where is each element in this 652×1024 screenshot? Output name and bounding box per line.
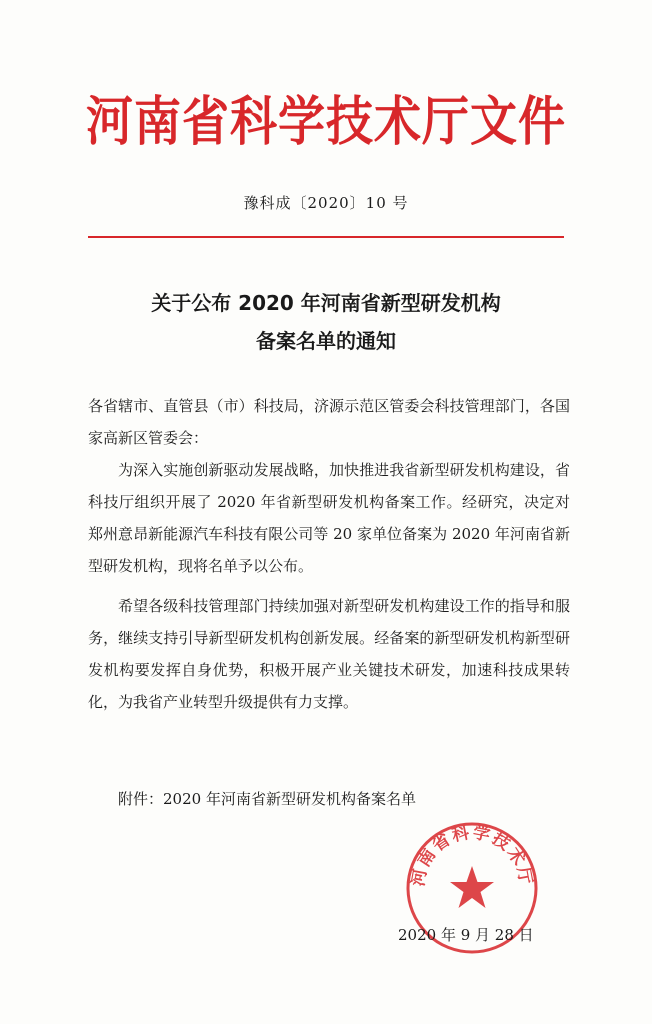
body-paragraph-2: 希望各级科技管理部门持续加强对新型研发机构建设工作的指导和服务，继续支持引导新型研发机构创新发展。经备案的新型研发机构新型研发机构要发挥自身优势，积极开展产业关键技术研发，加速科技成果转化，为我省产业转型升级提供有力支撑。 [88,597,570,711]
notice-title-line-1: 关于公布 2020 年河南省新型研发机构 [151,291,501,315]
seal-text: 河南省科学技术厅 [408,822,536,888]
attachment-line: 附件：2020 年河南省新型研发机构备案名单 [118,790,416,808]
notice-title [0,284,652,360]
document-header-title: 河南省科学技术厅文件 [86,91,566,153]
addressee: 各省辖市、直管县（市）科技局，济源示范区管委会科技管理部门，各国家高新区管委会： [88,397,570,447]
document-number: 豫科成〔2020〕10 号 [243,194,409,212]
body-paragraph-1: 为深入实施创新驱动发展战略，加快推进我省新型研发机构建设，省科技厅组织开展了 2020 年省新型研发机构备案工作。经研究，决定对郑州意昂新能源汽车科技有限公司等 20 家单位备案为 2020 年河南省新型研发机构，现将名单予以公布。 [88,461,570,575]
red-divider [88,236,564,238]
notice-title-line-2: 备案名单的通知 [256,329,396,353]
issue-date: 2020 年 9 月 28 日 [398,926,534,944]
seal-star-icon [450,866,494,908]
